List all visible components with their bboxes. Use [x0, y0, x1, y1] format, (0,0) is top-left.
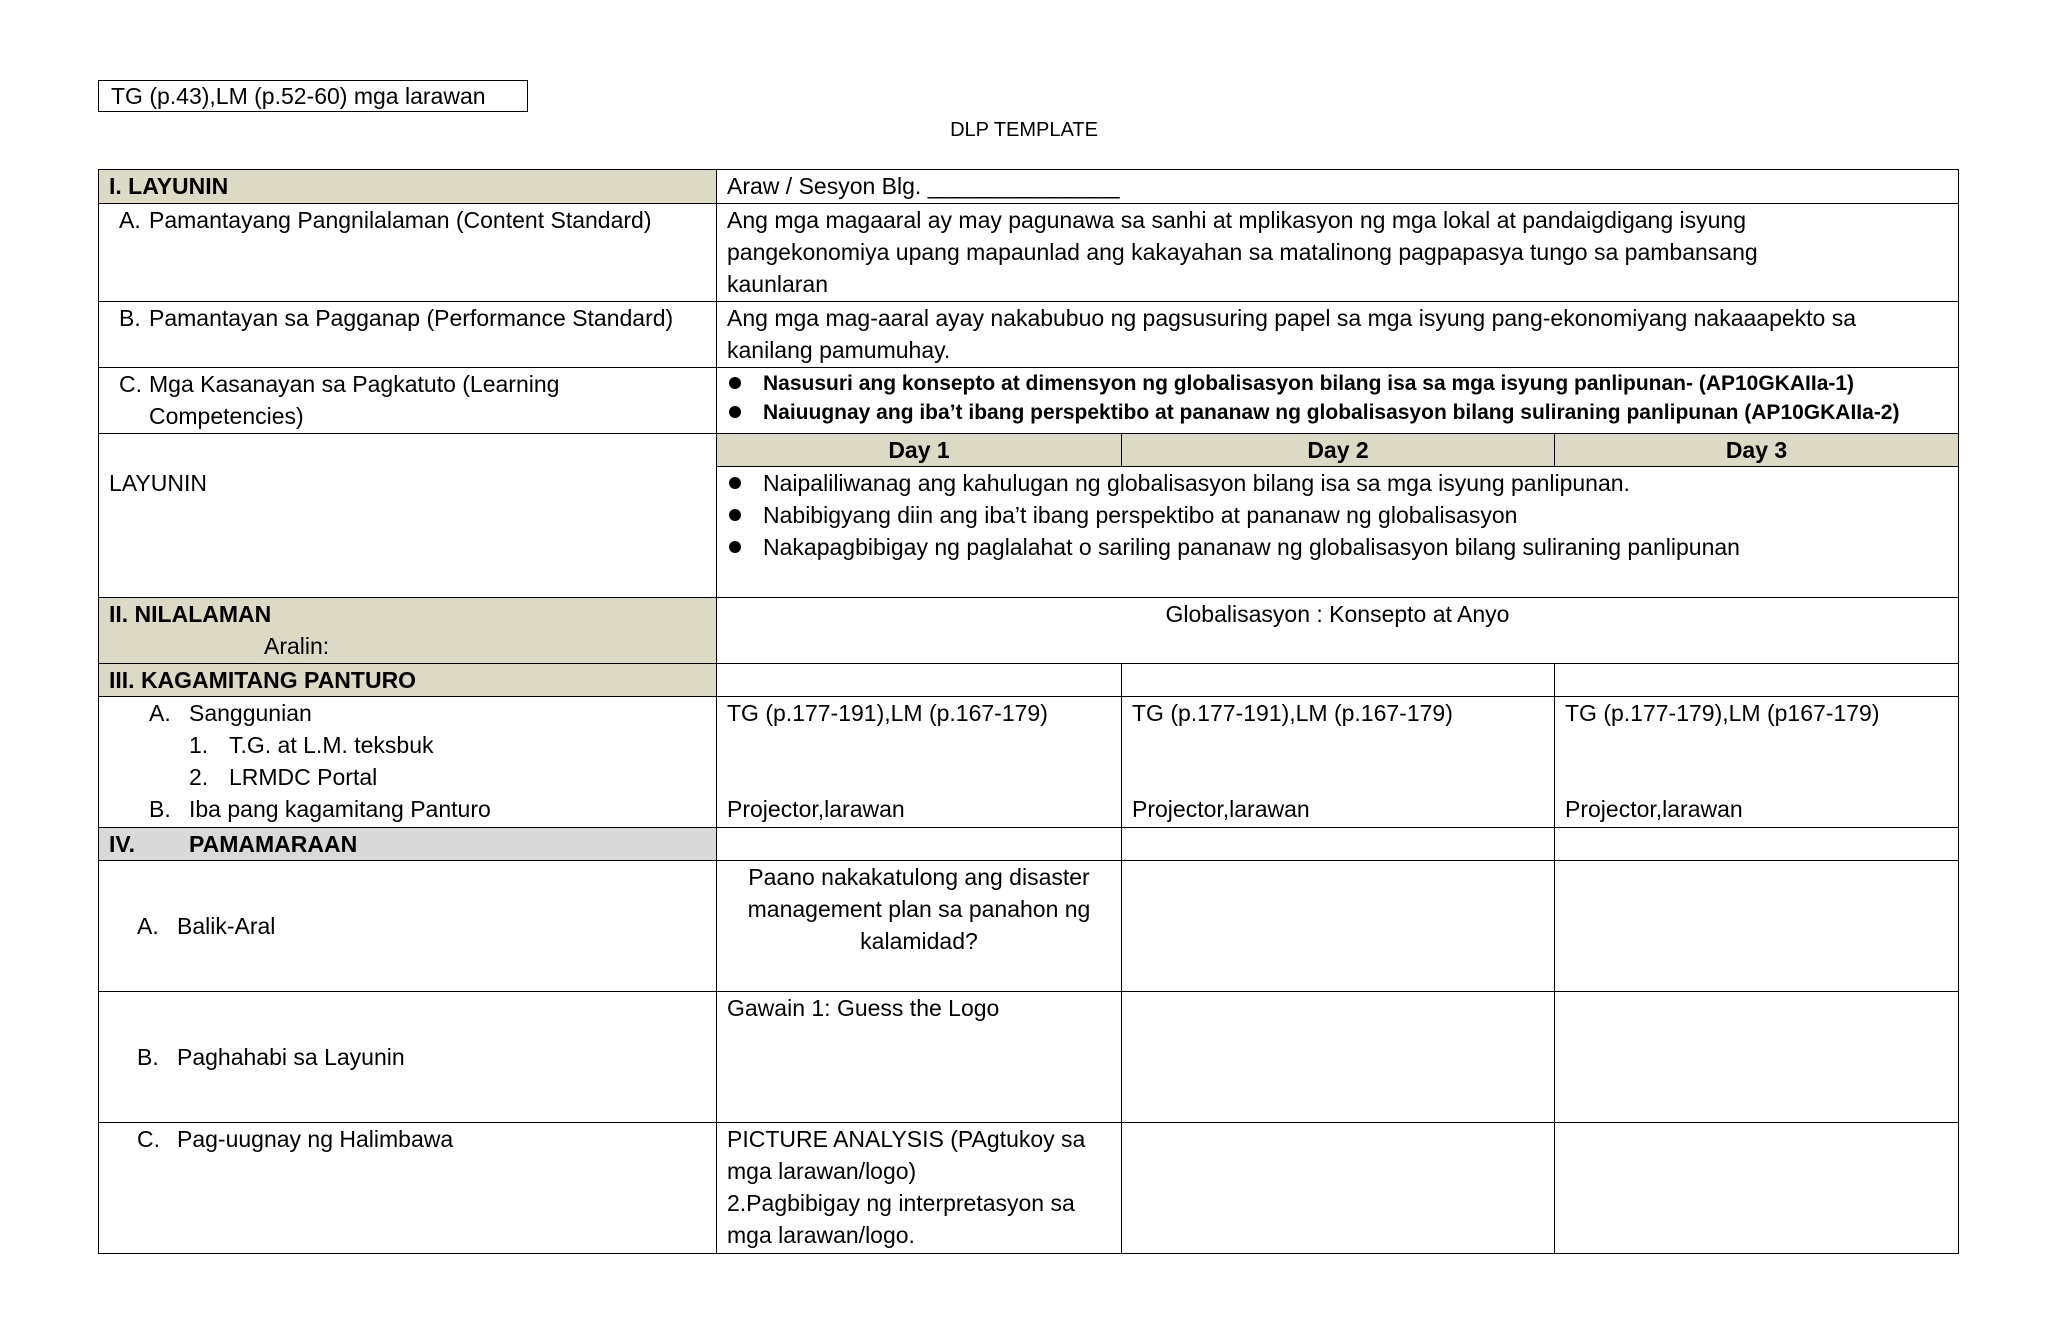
nilalaman-row [99, 598, 1959, 664]
content-standard-value: Ang mga magaaral ay may pagunawa sa sanhi at mplikasyon ng mga lokal at pandaigdigang isyung pangekonomiya upang mapaunlad ang kakayahan sa matalinong pagpapasya tungo sa pambansang kaunlaran [717, 204, 1959, 302]
content-standard-label: A. Pamantayang Pangnilalaman (Content Standard) [119, 207, 652, 233]
competency-item: Naiuugnay ang iba’t ibang perspektibo at pananaw ng globalisasyon bilang suliraning panlipunan (AP10GKAIIa-2) [717, 398, 1958, 427]
paghahabi-label: B. Paghahabi sa Layunin [137, 1044, 405, 1070]
day-3-header: Day 3 [1555, 434, 1959, 467]
day-2-header: Day 2 [1122, 434, 1555, 467]
day-3-reference: TG (p.177-179),LM (p167-179) [1565, 700, 1880, 726]
competency-item: Nasusuri ang konsepto at dimensyon ng globalisasyon bilang isa sa mga isyung panlipunan- (AP10GKAIIa-1) [717, 369, 1958, 398]
day-1-reference: TG (p.177-191),LM (p.167-179) [727, 700, 1048, 726]
pamamaraan-header-row [99, 828, 1959, 861]
pag-uugnay-row [99, 1123, 1959, 1254]
sanggunian-sub-item: 1. T.G. at L.M. teksbuk [189, 732, 434, 758]
day-1-materials: Projector,larawan [727, 796, 905, 822]
objectives-list [717, 467, 1948, 563]
lesson-title: Globalisasyon : Konsepto at Anyo [717, 598, 1959, 664]
layunin-header: I. LAYUNIN [99, 170, 717, 204]
competencies-row [99, 368, 1959, 434]
performance-standard-value: Ang mga mag-aaral ayay nakabubuo ng pagsusuring papel sa mga isyung pang-ekonomiyang nakaaapekto sa kanilang pamumuhay. [717, 302, 1959, 368]
kagamitan-header-row [99, 664, 1959, 697]
document-title: DLP TEMPLATE [950, 119, 1098, 141]
day-1-header: Day 1 [717, 434, 1122, 467]
content-standard-row [99, 204, 1959, 302]
paghahabi-day-1: Gawain 1: Guess the Logo [717, 992, 1122, 1123]
balik-aral-day-1: Paano nakakatulong ang disaster management plan sa panahon ng kalamidad? [717, 861, 1122, 992]
nilalaman-header: II. NILALAMAN [109, 601, 272, 627]
layunin-header-row [99, 170, 1959, 204]
performance-standard-row [99, 302, 1959, 368]
pamamaraan-header: IV. PAMAMARAAN [109, 831, 358, 857]
days-header-row [99, 434, 1959, 467]
performance-standard-label: B. Pamantayan sa Pagganap (Performance Standard) [119, 305, 674, 331]
competencies-list [717, 369, 1958, 427]
sanggunian-row [99, 697, 1959, 828]
aralin-label: Aralin: [264, 633, 330, 659]
day-3-materials: Projector,larawan [1565, 796, 1743, 822]
top-reference-box: TG (p.43),LM (p.52-60) mga larawan [98, 80, 528, 112]
pag-uugnay-day-1-line: PICTURE ANALYSIS (PAgtukoy sa mga larawan/logo) [727, 1126, 1086, 1184]
objectives-label: LAYUNIN [99, 434, 717, 598]
competencies-label: C. Mga Kasanayan sa Pagkatuto (Learning Competencies) [119, 371, 560, 429]
objective-item: Naipaliliwanag ang kahulugan ng globalisasyon bilang isa sa mga isyung panlipunan. [717, 467, 1948, 499]
objective-item: Nakapagbibigay ng paglalahat o sariling pananaw ng globalisasyon bilang suliraning panlipunan [717, 531, 1948, 563]
dlp-table [98, 169, 1959, 1254]
session-label: Araw / Sesyon Blg. _______________ [717, 170, 1959, 204]
sanggunian-label: A. Sanggunian [149, 700, 312, 726]
pag-uugnay-label: C. Pag-uugnay ng Halimbawa [137, 1126, 454, 1152]
balik-aral-row [99, 861, 1959, 992]
objective-item: Nabibigyang diin ang iba’t ibang perspektibo at pananaw ng globalisasyon [717, 499, 1948, 531]
day-2-materials: Projector,larawan [1132, 796, 1310, 822]
iba-pang-kagamitan-label: B. Iba pang kagamitang Panturo [149, 796, 491, 822]
day-2-reference: TG (p.177-191),LM (p.167-179) [1132, 700, 1453, 726]
kagamitan-header: III. KAGAMITANG PANTURO [99, 664, 717, 697]
balik-aral-label: A. Balik-Aral [137, 913, 276, 939]
paghahabi-row [99, 992, 1959, 1123]
pag-uugnay-day-1-line: 2.Pagbibigay ng interpretasyon sa mga larawan/logo. [727, 1190, 1075, 1248]
sanggunian-sub-item: 2. LRMDC Portal [189, 764, 378, 790]
